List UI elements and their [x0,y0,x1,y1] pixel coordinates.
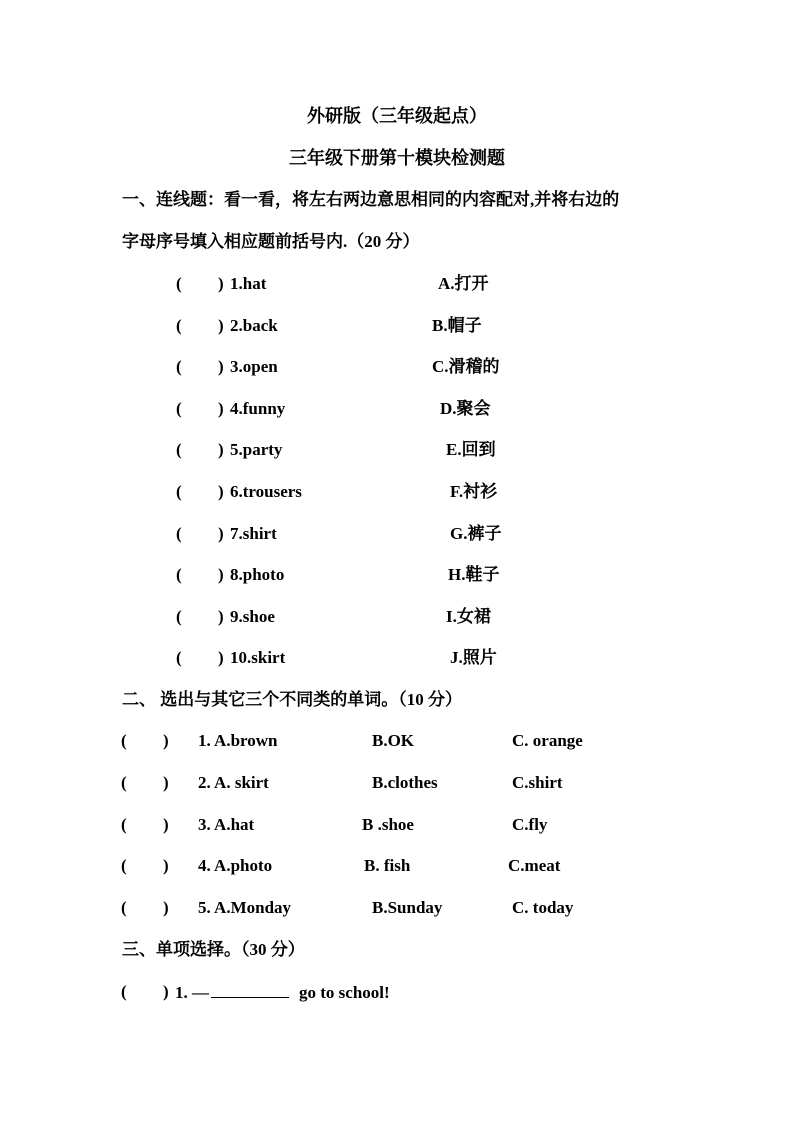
english-word: 8.photo [230,565,285,584]
question-prefix: 1. — [175,983,209,1002]
answer-paren-open: ( [121,856,127,875]
option-a: 5. A.Monday [198,898,292,917]
option-c: C. orange [512,731,583,750]
answer-paren-open: ( [176,440,182,459]
chinese-meaning: G.裤子 [450,524,502,543]
section1-instruction-cont: 字母序号填入相应题前括号内.（20 分） [122,232,420,251]
english-word: 4.funny [230,399,286,418]
option-b: B .shoe [362,815,414,834]
option-c: C.meat [508,856,561,875]
option-a: 2. A. skirt [198,773,269,792]
answer-paren-open: ( [121,815,127,834]
english-word: 9.shoe [230,607,275,626]
chinese-meaning: A.打开 [438,274,489,293]
answer-paren-open: ( [176,607,182,626]
english-word: 5.party [230,440,283,459]
chinese-meaning: F.衬衫 [450,482,498,501]
answer-paren-open: ( [176,482,182,501]
option-a: 3. A.hat [198,815,255,834]
answer-blank[interactable] [211,982,289,998]
answer-paren-close: ) [163,815,169,834]
answer-paren-close: ) [163,773,169,792]
answer-paren-close: ) [218,357,224,376]
answer-paren-close: ) [163,898,169,917]
section3-heading: 三、单项选择。（30 分） [122,940,305,959]
answer-paren-open: ( [176,399,182,418]
answer-paren-open: ( [176,316,182,335]
chinese-meaning: C.滑稽的 [432,357,500,376]
section1-instruction: 一、连线题：看一看，将左右两边意思相同的内容配对,并将右边的 [122,190,620,209]
answer-paren-open: ( [176,565,182,584]
answer-paren-open: ( [176,524,182,543]
answer-paren-open: ( [176,648,182,667]
option-c: C.shirt [512,773,563,792]
option-a: 4. A.photo [198,856,273,875]
chinese-meaning: H.鞋子 [448,565,500,584]
chinese-meaning: B.帽子 [432,316,482,335]
answer-paren-close: ) [218,524,224,543]
answer-paren-close: ) [218,607,224,626]
answer-paren-close: ) [218,648,224,667]
option-b: B.Sunday [372,898,443,917]
option-c: C. today [512,898,574,917]
english-word: 1.hat [230,274,267,293]
answer-paren-close: ) [163,856,169,875]
answer-paren-open: ( [176,357,182,376]
answer-paren-close: ) [163,982,169,1001]
question-suffix: go to school! [299,983,390,1002]
answer-paren-open: ( [176,274,182,293]
chinese-meaning: D.聚会 [440,399,491,418]
question-text [175,982,390,1003]
answer-paren-close: ) [218,316,224,335]
option-c: C.fly [512,815,548,834]
english-word: 6.trousers [230,482,302,501]
document-subtitle: 三年级下册第十模块检测题 [289,148,505,168]
option-b: B.clothes [372,773,438,792]
answer-paren-close: ) [218,440,224,459]
chinese-meaning: I.女裙 [446,607,491,626]
answer-paren-open: ( [121,731,127,750]
answer-paren-close: ) [218,565,224,584]
english-word: 7.shirt [230,524,277,543]
english-word: 2.back [230,316,278,335]
chinese-meaning: E.回到 [446,440,496,459]
english-word: 10.skirt [230,648,286,667]
answer-paren-close: ) [218,399,224,418]
option-b: B. fish [364,856,411,875]
answer-paren-close: ) [163,731,169,750]
answer-paren-open: ( [121,898,127,917]
answer-paren-open: ( [121,773,127,792]
answer-paren-close: ) [218,274,224,293]
option-b: B.OK [372,731,415,750]
option-a: 1. A.brown [198,731,278,750]
english-word: 3.open [230,357,278,376]
section2-heading: 二、 选出与其它三个不同类的单词。（10 分） [122,690,462,709]
answer-paren-close: ) [218,482,224,501]
document-title: 外研版（三年级起点） [307,106,487,126]
chinese-meaning: J.照片 [450,648,497,667]
answer-paren-open: ( [121,982,127,1001]
